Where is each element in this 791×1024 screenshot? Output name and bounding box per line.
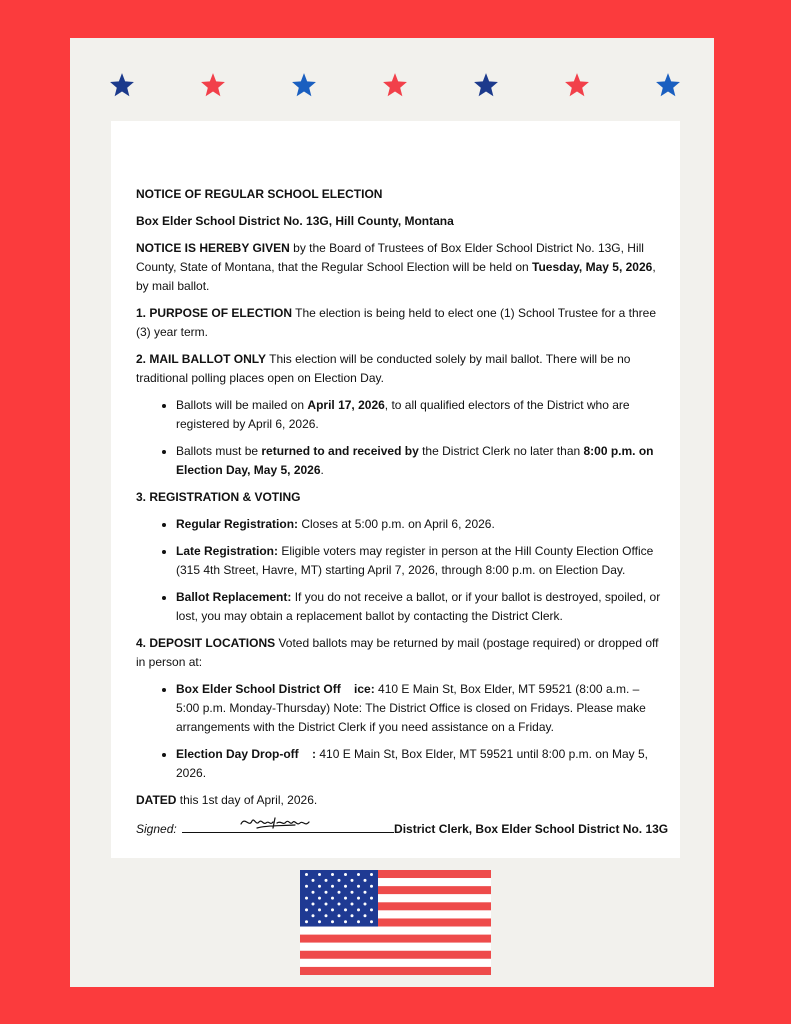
list-item: • Box Elder School District Off ice: 410 E Main St, Box Elder, MT 59521 (8:00 a.m. – 5:00 p.m. Monday-Thursday) Note: The District Office is closed on Fridays. Please make arrangements with the District Clerk if you need assistance on a Friday. — [176, 680, 661, 737]
intro-paragraph: NOTICE IS HEREBY GIVEN by the Board of Trustees of Box Elder School District No. 13G, Hill County, State of Montana, that the Regular School Election will be held on Tuesday, May 5, 2026, by mail ballot. — [136, 241, 656, 293]
star-icon-red — [200, 72, 226, 98]
signed-label: Signed: — [136, 822, 177, 836]
list-item: • Ballot Replacement: If you do not receive a ballot, or if your ballot is destroyed, spoiled, or lost, you may obtain a replacement ballot by contacting the District Clerk. — [176, 588, 661, 626]
star-icon-blue — [655, 72, 681, 98]
registration-section: 3. REGISTRATION & VOTING — [136, 490, 301, 504]
deposit-list — [136, 680, 661, 783]
star-icon-blue — [291, 72, 317, 98]
mail-ballot-list — [136, 396, 661, 480]
star-icon-navy — [473, 72, 499, 98]
list-item: • Ballots must be returned to and received by the District Clerk no later than 8:00 p.m. on Election Day, May 5, 2026. — [176, 442, 661, 480]
notice-document — [111, 121, 680, 858]
dated-line: DATED this 1st day of April, 2026. — [136, 793, 318, 807]
district-line: Box Elder School District No. 13G, Hill County, Montana — [136, 214, 454, 228]
notice-body — [136, 185, 669, 847]
notice-title: NOTICE OF REGULAR SCHOOL ELECTION — [136, 187, 383, 201]
star-icon-red — [564, 72, 590, 98]
signature-image — [237, 812, 317, 834]
mail-ballot-section: 2. MAIL BALLOT ONLY This election will be conducted solely by mail ballot. There will be no traditional polling places open on Election Day. — [136, 352, 631, 385]
list-item: • Late Registration: Eligible voters may register in person at the Hill County Election Office (315 4th Street, Havre, MT) starting April 7, 2026, through 8:00 p.m. on Election Day. — [176, 542, 661, 580]
signature-line — [182, 818, 394, 833]
deposit-section: 4. DEPOSIT LOCATIONS Voted ballots may be returned by mail (postage required) or dropped off in person at: — [136, 636, 659, 669]
star-icon-red — [382, 72, 408, 98]
district-clerk-title: District Clerk, Box Elder School District No. 13G — [394, 822, 669, 836]
star-icon-navy — [109, 72, 135, 98]
list-item: • Election Day Drop-off : 410 E Main St, Box Elder, MT 59521 until 8:00 p.m. on May 5, 2026. — [176, 745, 661, 783]
list-item: • Regular Registration: Closes at 5:00 p.m. on April 6, 2026. — [176, 515, 661, 534]
signature-row — [136, 818, 669, 839]
notice-panel — [70, 38, 714, 987]
registration-list — [136, 515, 661, 626]
list-item: • Ballots will be mailed on April 17, 2026, to all qualified electors of the District who are registered by April 6, 2026. — [176, 396, 661, 434]
american-flag-icon — [300, 870, 491, 975]
purpose-section: 1. PURPOSE OF ELECTION The election is being held to elect one (1) School Trustee for a three (3) year term. — [136, 306, 657, 339]
